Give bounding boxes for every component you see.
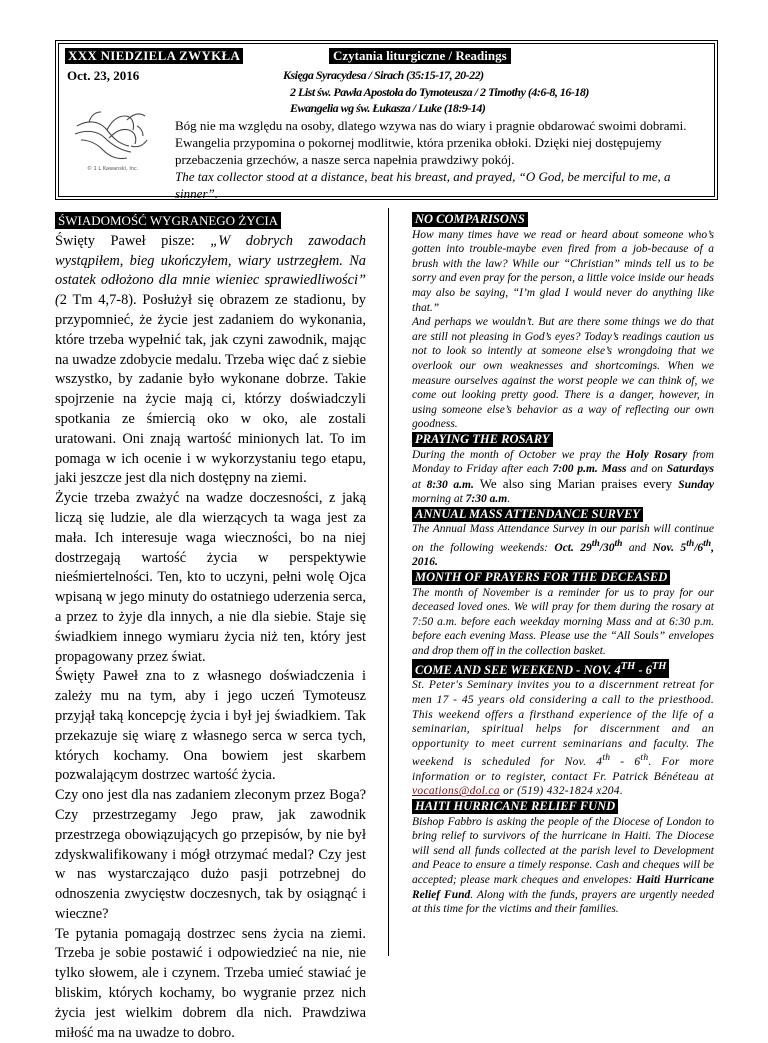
polish-paragraph-2: Życie trzeba zważyć na wadze doczesności, z jaką liczą się ludzie, ale dla wierzących ta waga jest za mała. Ich interesuje waga wieczności, bo na niej dostrzegają wartość życia w perspektywie nieśmiertelności. Ten, kto to uczyni, pełni wolę Ojca wpisaną w jego minuty do ostatniego uderzenia serca, a przez to żyje dla innych, a nie dla siebie. Staje się świadkiem innego wymiaru życia niż ten, który jest propagowany przez świat. — [55, 490, 366, 665]
text-run: , 2016. — [412, 541, 715, 569]
rosary-paragraph — [412, 448, 714, 507]
text-run: We also sing Marian praises every — [473, 475, 679, 491]
readings-title: Czytania liturgiczne / Readings — [329, 48, 511, 64]
text-run: - 6 — [610, 756, 641, 769]
sunday-title: XXX NIEDZIELA ZWYKŁA — [65, 48, 243, 64]
polish-paragraph-3: Święty Paweł zna to z własnego doświadczenia i zależy mu na tym, aby i jego uczeń Tymoteusz przyjął taką koncepcję życia i był jej świadkiem. Tak przekazuje się wiarę z własnego serca w serca tych, których kochamy. Ona bowiem jest skarbem pozwalającym dostrzec wartość życia. — [55, 668, 366, 784]
text-run: /6 — [694, 541, 704, 554]
mass-survey-paragraph — [412, 522, 714, 570]
text-run: th — [602, 752, 611, 764]
section-title-no-comparisons: NO COMPARISONS — [412, 212, 528, 227]
reading-3: Ewangelia wg św. Łukasza / Luke (18:9-14) — [290, 101, 486, 115]
section-title-come-and-see — [412, 659, 669, 678]
text-run: Święty Paweł pisze: — [55, 232, 211, 249]
text-run: Nov. 5 — [652, 541, 687, 554]
polish-article — [55, 212, 366, 1043]
section-title-deceased: MONTH OF PRAYERS FOR THE DECEASED — [412, 570, 670, 585]
come-and-see-paragraph — [412, 678, 714, 799]
text-run: Sunday — [678, 478, 714, 491]
image-caption: © 1 L Kawanski, Inc. — [87, 166, 139, 172]
vocations-email-link[interactable]: vocations@dol.ca — [412, 785, 500, 798]
text-run: th — [614, 538, 623, 550]
text-run: Saturdays — [666, 463, 715, 476]
text-run: 7:00 p.m. Mass — [552, 463, 627, 476]
text-run: /30 — [599, 541, 615, 554]
praying-hands-icon — [67, 86, 159, 176]
text-run: . — [507, 493, 511, 506]
column-divider — [388, 208, 389, 956]
text-run: at — [412, 478, 427, 491]
text-run: Bishop Fabbro is asking the people of the Diocese of London to bring relief to survivors of the hurricane in Haiti. The Diocese will send all funds collected at the parish level to Development and Peace to ensure a timely response. Cash and cheques will be accepted; please mark cheques and envelopes: — [412, 815, 714, 886]
text-run: „W dobrych zawodach wystąpiłem, bieg ukończyłem, wiary ustrzegłem. Na ostatek odłożono dla mnie wieniec sprawiedliwości” ( — [55, 232, 366, 309]
reflection-polish: Bóg nie ma względu na osoby, dlatego wzywa nas do wiary i pragnie obdarować swoimi dobrami. Ewangelia przypomina o pokornej modlitwie, która przenika obłoki. Dzięki niej dostępujemy przebaczenia grzechów, a nasze serca napełnia prawdziwy pokój. — [175, 118, 687, 167]
text-run: 2 Tm 4,7-8). Posłużył się obrazem ze stadionu, by przypomnieć, że życie jest zadaniem do wykonania, które trzeba wypełnić tak, jak czyni zawodnik, mając na uwadze zdobycie medalu. Trzeba więc dać z siebie wszystko, by zadanie było wykonane dobrze. Takie spojrzenie na życie mają ci, którzy doświadczyli spotkania ze śmiercią oko w oko, ale zostali uratowani. Oni znają wartość minionych lat. To im pomaga w ich ocenie i w wykorzystaniu tego etapu, jaki jeszcze jest dla nich dostępny na ziemi. — [55, 292, 366, 487]
polish-article-title: ŚWIADOMOŚĆ WYGRANEGO ŻYCIA — [55, 212, 281, 229]
no-comparisons-paragraph-2: And perhaps we wouldn’t. But are there some things we do that are still not pleasing in God’s eyes? Today’s readings caution us not to look so intently at someone else’s wrongdoing that we overlook our own weaknesses and shortcomings. When we measure ourselves against the worst people we can think of, we come out looking pretty good. There is a danger, however, in using someone else’s behavior as a way of reflecting our own goodness. — [412, 316, 714, 431]
text-run: th — [591, 538, 600, 550]
text-run: morning at — [412, 493, 466, 506]
polish-paragraph-5: Te pytania pomagają dostrzec sens życia na ziemi. Trzeba je sobie postawić i odpowiedzieć na nie, nie tylko słowem, ale i czynem. Trzeba umieć stawiać je bliskim, których kochamy, bo wygranie przez nich życia jest wielkim dobrem dla nich. Prawdziwa miłość ma na uwadze to dobro. — [55, 925, 366, 1041]
text-run: TH — [651, 660, 667, 672]
reflection-english: The tax collector stood at a distance, beat his breast, and prayed, “O God, be merciful to me, a sinner”. — [175, 169, 671, 201]
text-run: During the month of October we pray the — [412, 448, 626, 461]
text-run: The Annual Mass Attendance Survey in our parish will continue on the following weekends: — [412, 523, 714, 554]
deceased-paragraph: The month of November is a reminder for us to pray for our deceased loved ones. We will pray for them during the rosary at 7:50 a.m. before each weekday morning Mass and at 6:30 p.m. before each evening Mass. Please use the “All Souls” envelopes and drop them off in the collection basket. — [412, 586, 714, 658]
text-run: from Monday to Friday after each — [412, 448, 714, 476]
text-run: or (519) 432-1824 x204. — [499, 785, 624, 798]
text-run: and on — [626, 463, 667, 476]
no-comparisons-paragraph-1: How many times have we read or heard about someone who’s gotten into trouble-maybe even fired from a job-because of a brush with the law? While our “Christian” minds tell us to be sorry and even pray for the person, a little voice inside our heads may also be saying, “I’m glad I would never do anything like that.” — [412, 228, 714, 314]
text-run: th — [640, 752, 649, 764]
text-run: th — [686, 538, 695, 550]
english-announcements — [412, 212, 714, 917]
text-run: . For more information or to register, contact Fr. Patrick Bénéteau at — [412, 756, 714, 783]
section-title-mass-survey: ANNUAL MASS ATTENDANCE SURVEY — [412, 507, 643, 522]
text-run: Haiti Hurricane Relief Fund — [412, 873, 714, 901]
text-run: th — [703, 538, 712, 550]
text-run: Holy Rosary — [625, 448, 688, 461]
text-run: COME AND SEE WEEKEND - NOV. 4 — [415, 662, 621, 677]
reading-2: 2 List św. Pawła Apostoła do Tymoteusza / 2 Timothy (4:6-8, 16-18) — [290, 85, 589, 99]
text-run: and — [622, 541, 653, 554]
text-run: 7:30 a.m — [465, 493, 508, 506]
polish-paragraph-4: Czy ono jest dla nas zadaniem zleconym przez Boga? Czy przestrzegamy Jego praw, jak zawodnik przestrzega obowiązujących go przepisów, by nie był zdyskwalifikowany i mógł otrzymać medal? Czy jest w nas wystarczająco dużo pasji potrzebnej do odnoszenia zwycięstw doczesnych, tak by osiągnąć i wieczne? — [55, 787, 366, 922]
text-run: - 6 — [635, 662, 652, 677]
polish-paragraph-1 — [55, 232, 366, 489]
text-run: TH — [620, 660, 636, 672]
text-run: . Along with the funds, prayers are urgently needed at this time for the victims and their families. — [412, 888, 714, 916]
reading-1: Księga Syracydesa / Sirach (35:15-17, 20-22) — [283, 68, 484, 82]
bulletin-date: Oct. 23, 2016 — [67, 68, 140, 83]
section-title-rosary: PRAYING THE ROSARY — [412, 432, 553, 447]
text-run: 8:30 a.m. — [426, 478, 474, 491]
text-run: Oct. 29 — [554, 541, 592, 554]
haiti-relief-paragraph — [412, 815, 714, 917]
text-run: St. Peter's Seminary invites you to a discernment retreat for men 17 - 45 years old considering a call to the priesthood. This weekend offers a firsthand experience of the life of a seminarian, spiritual helps for discernment and an opportunity to meet current seminarians and faculty. The weekend is scheduled for Nov. 4 — [412, 679, 714, 769]
readings-header-box — [55, 40, 718, 200]
section-title-haiti-relief: HAITI HURRICANE RELIEF FUND — [412, 799, 618, 814]
